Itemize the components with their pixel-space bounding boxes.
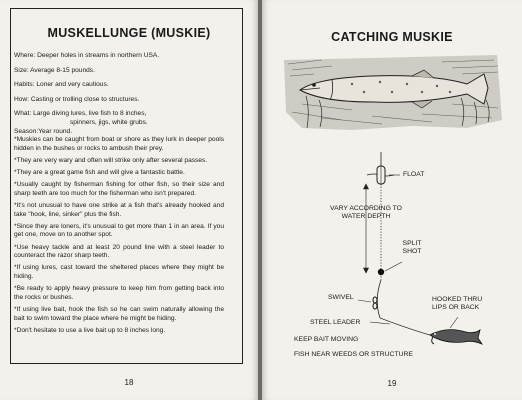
depth-arrow	[364, 184, 369, 273]
fact-what	[14, 110, 224, 127]
float-label: FLOAT	[403, 171, 425, 178]
page-number: 18	[124, 378, 134, 387]
tips-list	[14, 136, 224, 335]
bait-fish-icon	[430, 330, 482, 344]
fact-text: Average 8-15 pounds.	[30, 66, 95, 74]
fact-label: How:	[14, 95, 30, 103]
tip-item: *Usually caught by fisherman fishing for other fish, so their size and sharp teeth are too much for the fisherman who isn't prepared.	[14, 181, 224, 197]
fact-text: Deeper holes in streams in northern USA.	[37, 52, 160, 59]
tip-item: *Muskies can be caught from boat or shore as they lurk in deeper pools hidden in the bushes or rocks to ambush their prey.	[14, 136, 224, 152]
facts-section	[14, 52, 224, 339]
fact-where	[14, 52, 224, 61]
season-text: Season:Year round.	[14, 127, 73, 135]
page-title: MUSKELLUNGE (MUSKIE)	[47, 26, 211, 40]
tip-item: *If using lures, cast toward the sheltered places where they might be hiding.	[14, 264, 224, 281]
steel-leader-label: STEEL LEADER	[310, 319, 361, 326]
fact-label: Where:	[14, 52, 36, 59]
leader-pointer	[370, 322, 390, 324]
vary-depth-label: VARY ACCORDING TO WATER DEPTH	[330, 205, 402, 220]
left-page	[0, 0, 258, 400]
tip-item: *It's not unusual to have one strike at a fish that's already hooked and take "hook, line, sinker" plus the fish.	[14, 202, 224, 218]
fact-habits	[14, 81, 224, 90]
tip-item: *Use heavy tackle and at least 20 pound line with a steel leader to counteract the razor sharp teeth.	[14, 243, 224, 260]
hooked-label: HOOKED THRU LIPS OR BACK	[432, 296, 483, 311]
swivel-icon	[373, 297, 377, 309]
split-shot-label: SPLIT SHOT	[402, 240, 422, 255]
fact-text-cont: spinners, jigs, white grubs.	[70, 118, 148, 126]
fact-text: Large diving lures, live fish to 8 inches,	[33, 110, 147, 118]
split-shot-icon	[378, 269, 384, 275]
tip-item: *Don't hesitate to use a live bait up to 8 inches long.	[14, 326, 166, 334]
tip-item: *They are very wary and often will strike only after several passes.	[14, 156, 208, 164]
illustration-title: CATCHING MUSKIE	[331, 30, 453, 44]
fact-label: Habits:	[14, 81, 35, 89]
swivel-label: SWIVEL	[328, 294, 354, 301]
right-page	[262, 0, 522, 400]
tip-item: *They are a great game fish and will give a fantastic battle.	[14, 169, 185, 177]
tip-item: *Be ready to apply heavy pressure to keep him from getting back into the rocks or bushes.	[14, 285, 224, 301]
fact-size	[14, 67, 224, 76]
fact-label: Size:	[14, 66, 29, 74]
hook-pointer	[450, 317, 458, 328]
tip-item: *Since they are loners, it's unusual to get more than 1 in an area. If you get one, move on to another spot.	[14, 222, 224, 239]
fish-near-structure-text: FISH NEAR WEEDS OR STRUCTURE	[294, 351, 413, 358]
keep-bait-moving-text: KEEP BAIT MOVING	[294, 336, 359, 343]
fact-text: Casting or trolling close to structures.	[30, 95, 140, 103]
fact-label: What:	[14, 110, 32, 118]
page-number: 19	[387, 379, 397, 388]
tip-item: *If using live bait, hook the fish so he can swim naturally allowing the bait to swim toward the place where he might be hiding.	[14, 306, 224, 322]
fact-how	[14, 96, 224, 105]
fact-text: Loner and very cautious.	[36, 81, 109, 89]
